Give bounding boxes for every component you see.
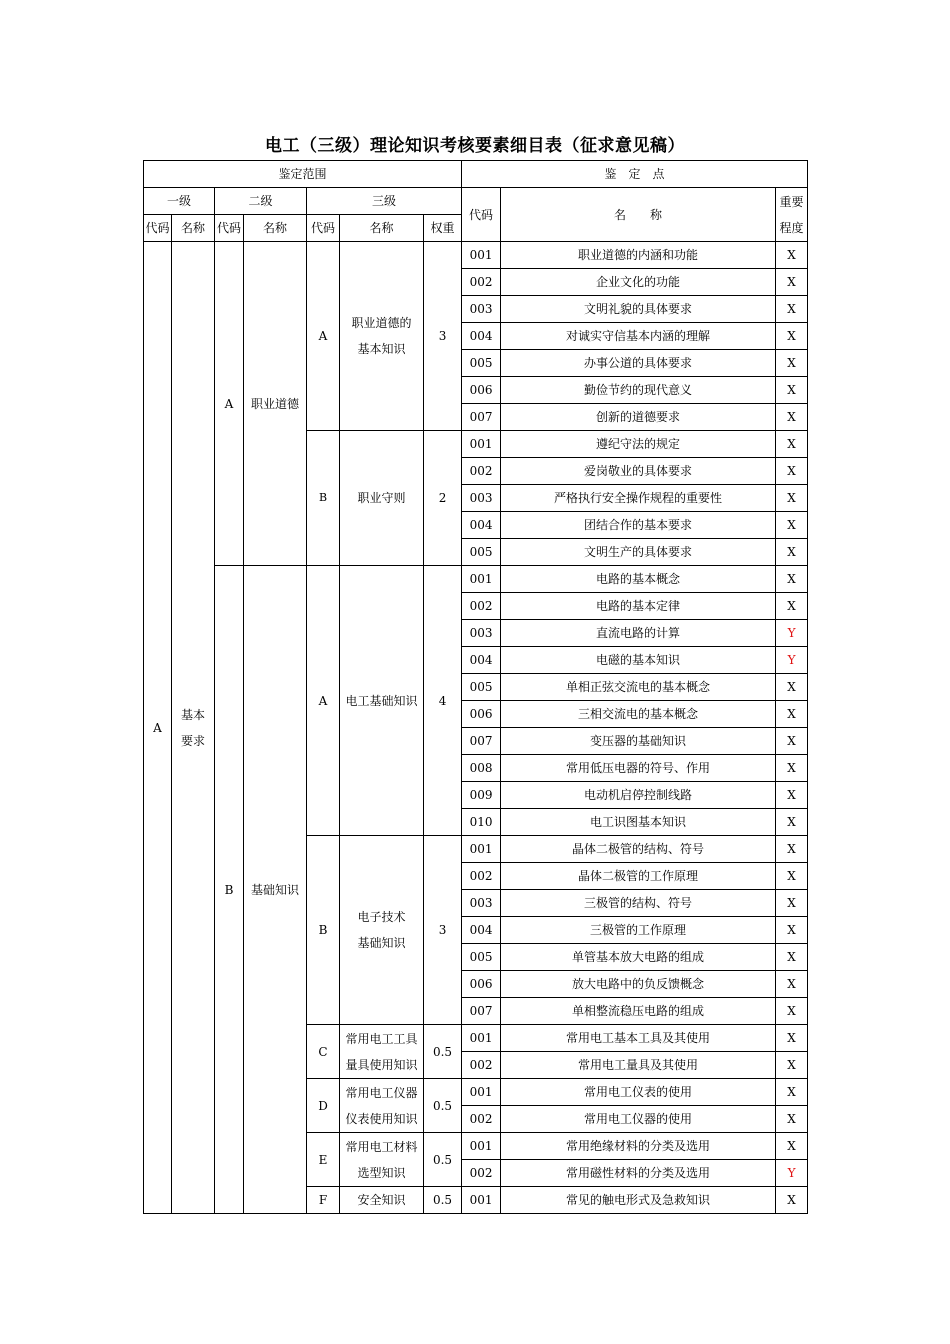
level3-name-line2: 选型知识 xyxy=(357,1165,406,1180)
level1-code: A xyxy=(144,242,172,1214)
point-code: 001 xyxy=(462,431,501,458)
point-code: 005 xyxy=(462,539,501,566)
point-importance: X xyxy=(776,323,808,350)
point-importance: X xyxy=(776,539,808,566)
level3-name-line2: 仪表使用知识 xyxy=(345,1111,418,1126)
point-code: 010 xyxy=(462,809,501,836)
point-importance: X xyxy=(776,404,808,431)
level3-weight: 0.5 xyxy=(424,1133,462,1187)
point-code: 007 xyxy=(462,998,501,1025)
level3-weight: 3 xyxy=(424,836,462,1025)
scope-header: 鉴定范围 xyxy=(144,161,462,188)
points-header: 鉴 定 点 xyxy=(462,161,808,188)
level3-name xyxy=(340,1187,424,1214)
level3-name xyxy=(340,1025,424,1079)
point-code: 007 xyxy=(462,728,501,755)
point-name: 爱岗敬业的具体要求 xyxy=(501,458,776,485)
point-name: 严格执行安全操作规程的重要性 xyxy=(501,485,776,512)
level3-code: F xyxy=(307,1187,340,1214)
point-importance: Y xyxy=(776,647,808,674)
level3-name-line1: 安全知识 xyxy=(357,1193,406,1207)
point-importance: Y xyxy=(776,620,808,647)
point-importance: X xyxy=(776,1106,808,1133)
point-importance: X xyxy=(776,593,808,620)
point-name: 单相正弦交流电的基本概念 xyxy=(501,674,776,701)
point-importance: X xyxy=(776,1052,808,1079)
point-code: 007 xyxy=(462,404,501,431)
importance-header xyxy=(776,188,808,242)
point-importance: X xyxy=(776,350,808,377)
point-name: 创新的道德要求 xyxy=(501,404,776,431)
point-importance: X xyxy=(776,917,808,944)
table-row xyxy=(144,566,808,593)
point-importance: X xyxy=(776,701,808,728)
point-name: 变压器的基础知识 xyxy=(501,728,776,755)
point-importance: X xyxy=(776,485,808,512)
point-code: 003 xyxy=(462,485,501,512)
level3-name xyxy=(340,836,424,1025)
point-code: 004 xyxy=(462,647,501,674)
level3-weight: 3 xyxy=(424,242,462,431)
point-name: 单管基本放大电路的组成 xyxy=(501,944,776,971)
level3-name-line1: 职业道德的 xyxy=(351,316,412,330)
importance-header-line1: 重要 xyxy=(779,194,804,209)
point-importance: X xyxy=(776,944,808,971)
point-importance: X xyxy=(776,782,808,809)
level3-name-line1: 电子技术 xyxy=(357,910,406,924)
level3-name-line1: 电工基础知识 xyxy=(345,693,418,708)
header-row-1 xyxy=(144,161,808,188)
point-name: 电动机启停控制线路 xyxy=(501,782,776,809)
point-name: 晶体二极管的工作原理 xyxy=(501,863,776,890)
level3-name xyxy=(340,1079,424,1133)
level3-code: B xyxy=(307,836,340,1025)
level3-weight-header: 权重 xyxy=(424,215,462,242)
point-code: 001 xyxy=(462,1079,501,1106)
table-row xyxy=(144,242,808,269)
level2-code: B xyxy=(215,566,244,1214)
page-title: 电工（三级）理论知识考核要素细目表（征求意见稿） xyxy=(265,136,685,156)
point-code: 001 xyxy=(462,836,501,863)
point-importance: X xyxy=(776,269,808,296)
point-name: 常用绝缘材料的分类及选用 xyxy=(501,1133,776,1160)
point-importance: X xyxy=(776,242,808,269)
point-name: 文明生产的具体要求 xyxy=(501,539,776,566)
point-name: 电工识图基本知识 xyxy=(501,809,776,836)
level3-name-header: 名称 xyxy=(340,215,424,242)
point-name: 电路的基本概念 xyxy=(501,566,776,593)
point-name: 三相交流电的基本概念 xyxy=(501,701,776,728)
point-importance: X xyxy=(776,296,808,323)
level1-code-header: 代码 xyxy=(144,215,172,242)
point-importance: X xyxy=(776,1133,808,1160)
level3-name-line2: 基础知识 xyxy=(357,936,406,950)
level3-weight: 4 xyxy=(424,566,462,836)
level3-name xyxy=(340,431,424,566)
point-name: 常用电工仪表的使用 xyxy=(501,1079,776,1106)
level3-weight: 0.5 xyxy=(424,1079,462,1133)
point-name: 文明礼貌的具体要求 xyxy=(501,296,776,323)
point-importance: X xyxy=(776,458,808,485)
level2-header: 二级 xyxy=(215,188,307,215)
level1-header: 一级 xyxy=(144,188,215,215)
point-code: 002 xyxy=(462,1106,501,1133)
level1-name-line2: 要求 xyxy=(180,733,205,748)
level3-name-line2: 基本知识 xyxy=(357,342,406,356)
level2-name-header: 名称 xyxy=(244,215,307,242)
importance-header-line2: 程度 xyxy=(779,220,804,235)
point-code: 006 xyxy=(462,701,501,728)
level3-code: B xyxy=(307,431,340,566)
point-name: 遵纪守法的规定 xyxy=(501,431,776,458)
point-code: 002 xyxy=(462,458,501,485)
point-name: 职业道德的内涵和功能 xyxy=(501,242,776,269)
point-code: 001 xyxy=(462,566,501,593)
point-importance: X xyxy=(776,512,808,539)
point-code: 002 xyxy=(462,269,501,296)
point-name: 常用电工量具及其使用 xyxy=(501,1052,776,1079)
point-importance: X xyxy=(776,755,808,782)
point-name-header: 名 称 xyxy=(501,188,776,242)
point-code-header: 代码 xyxy=(462,188,501,242)
level3-code: C xyxy=(307,1025,340,1079)
point-name: 企业文化的功能 xyxy=(501,269,776,296)
point-importance: X xyxy=(776,1025,808,1052)
point-code: 005 xyxy=(462,350,501,377)
level3-code: D xyxy=(307,1079,340,1133)
level1-name-line1: 基本 xyxy=(180,707,205,722)
point-code: 004 xyxy=(462,512,501,539)
level3-weight: 0.5 xyxy=(424,1187,462,1214)
level2-name: 职业道德 xyxy=(244,242,307,566)
point-name: 电路的基本定律 xyxy=(501,593,776,620)
assessment-table xyxy=(143,160,808,1214)
level3-code: A xyxy=(307,566,340,836)
level2-code: A xyxy=(215,242,244,566)
level3-name xyxy=(340,1133,424,1187)
point-name: 放大电路中的负反馈概念 xyxy=(501,971,776,998)
point-name: 办事公道的具体要求 xyxy=(501,350,776,377)
header-row-2 xyxy=(144,188,808,215)
point-importance: X xyxy=(776,1187,808,1214)
point-importance: X xyxy=(776,377,808,404)
point-importance: Y xyxy=(776,1160,808,1187)
point-importance: X xyxy=(776,566,808,593)
point-importance: X xyxy=(776,431,808,458)
point-code: 001 xyxy=(462,1133,501,1160)
point-code: 002 xyxy=(462,863,501,890)
point-importance: X xyxy=(776,998,808,1025)
point-name: 三极管的结构、符号 xyxy=(501,890,776,917)
point-code: 002 xyxy=(462,593,501,620)
level3-name-line1: 常用电工材料 xyxy=(345,1139,418,1154)
point-importance: X xyxy=(776,674,808,701)
level1-name xyxy=(172,242,215,1214)
level3-code: A xyxy=(307,242,340,431)
level3-code-header: 代码 xyxy=(307,215,340,242)
point-code: 002 xyxy=(462,1160,501,1187)
point-name: 晶体二极管的结构、符号 xyxy=(501,836,776,863)
point-code: 001 xyxy=(462,242,501,269)
point-name: 勤俭节约的现代意义 xyxy=(501,377,776,404)
point-importance: X xyxy=(776,836,808,863)
point-code: 001 xyxy=(462,1187,501,1214)
point-importance: X xyxy=(776,890,808,917)
level3-weight: 0.5 xyxy=(424,1025,462,1079)
point-code: 004 xyxy=(462,323,501,350)
level3-name xyxy=(340,242,424,431)
point-code: 008 xyxy=(462,755,501,782)
point-code: 006 xyxy=(462,377,501,404)
point-code: 003 xyxy=(462,296,501,323)
level3-header: 三级 xyxy=(307,188,462,215)
level3-name xyxy=(340,566,424,836)
point-importance: X xyxy=(776,1079,808,1106)
point-name: 常用低压电器的符号、作用 xyxy=(501,755,776,782)
point-name: 常用电工基本工具及其使用 xyxy=(501,1025,776,1052)
level3-name-line2: 量具使用知识 xyxy=(345,1057,418,1072)
point-name: 常用磁性材料的分类及选用 xyxy=(501,1160,776,1187)
point-code: 003 xyxy=(462,890,501,917)
level3-name-line1: 常用电工工具 xyxy=(345,1031,418,1046)
point-code: 003 xyxy=(462,620,501,647)
level3-weight: 2 xyxy=(424,431,462,566)
point-importance: X xyxy=(776,728,808,755)
point-name: 三极管的工作原理 xyxy=(501,917,776,944)
point-name: 对诚实守信基本内涵的理解 xyxy=(501,323,776,350)
level1-name-header: 名称 xyxy=(172,215,215,242)
point-code: 005 xyxy=(462,944,501,971)
level2-name: 基础知识 xyxy=(244,566,307,1214)
point-code: 002 xyxy=(462,1052,501,1079)
level3-code: E xyxy=(307,1133,340,1187)
level3-name-line1: 常用电工仪器 xyxy=(345,1085,418,1100)
level2-code-header: 代码 xyxy=(215,215,244,242)
point-name: 电磁的基本知识 xyxy=(501,647,776,674)
point-name: 团结合作的基本要求 xyxy=(501,512,776,539)
point-importance: X xyxy=(776,809,808,836)
point-code: 006 xyxy=(462,971,501,998)
point-code: 009 xyxy=(462,782,501,809)
level3-name-line1: 职业守则 xyxy=(357,491,406,505)
point-name: 常见的触电形式及急救知识 xyxy=(501,1187,776,1214)
point-code: 004 xyxy=(462,917,501,944)
point-importance: X xyxy=(776,863,808,890)
point-name: 常用电工仪器的使用 xyxy=(501,1106,776,1133)
point-importance: X xyxy=(776,971,808,998)
point-name: 直流电路的计算 xyxy=(501,620,776,647)
point-name: 单相整流稳压电路的组成 xyxy=(501,998,776,1025)
point-code: 001 xyxy=(462,1025,501,1052)
point-code: 005 xyxy=(462,674,501,701)
